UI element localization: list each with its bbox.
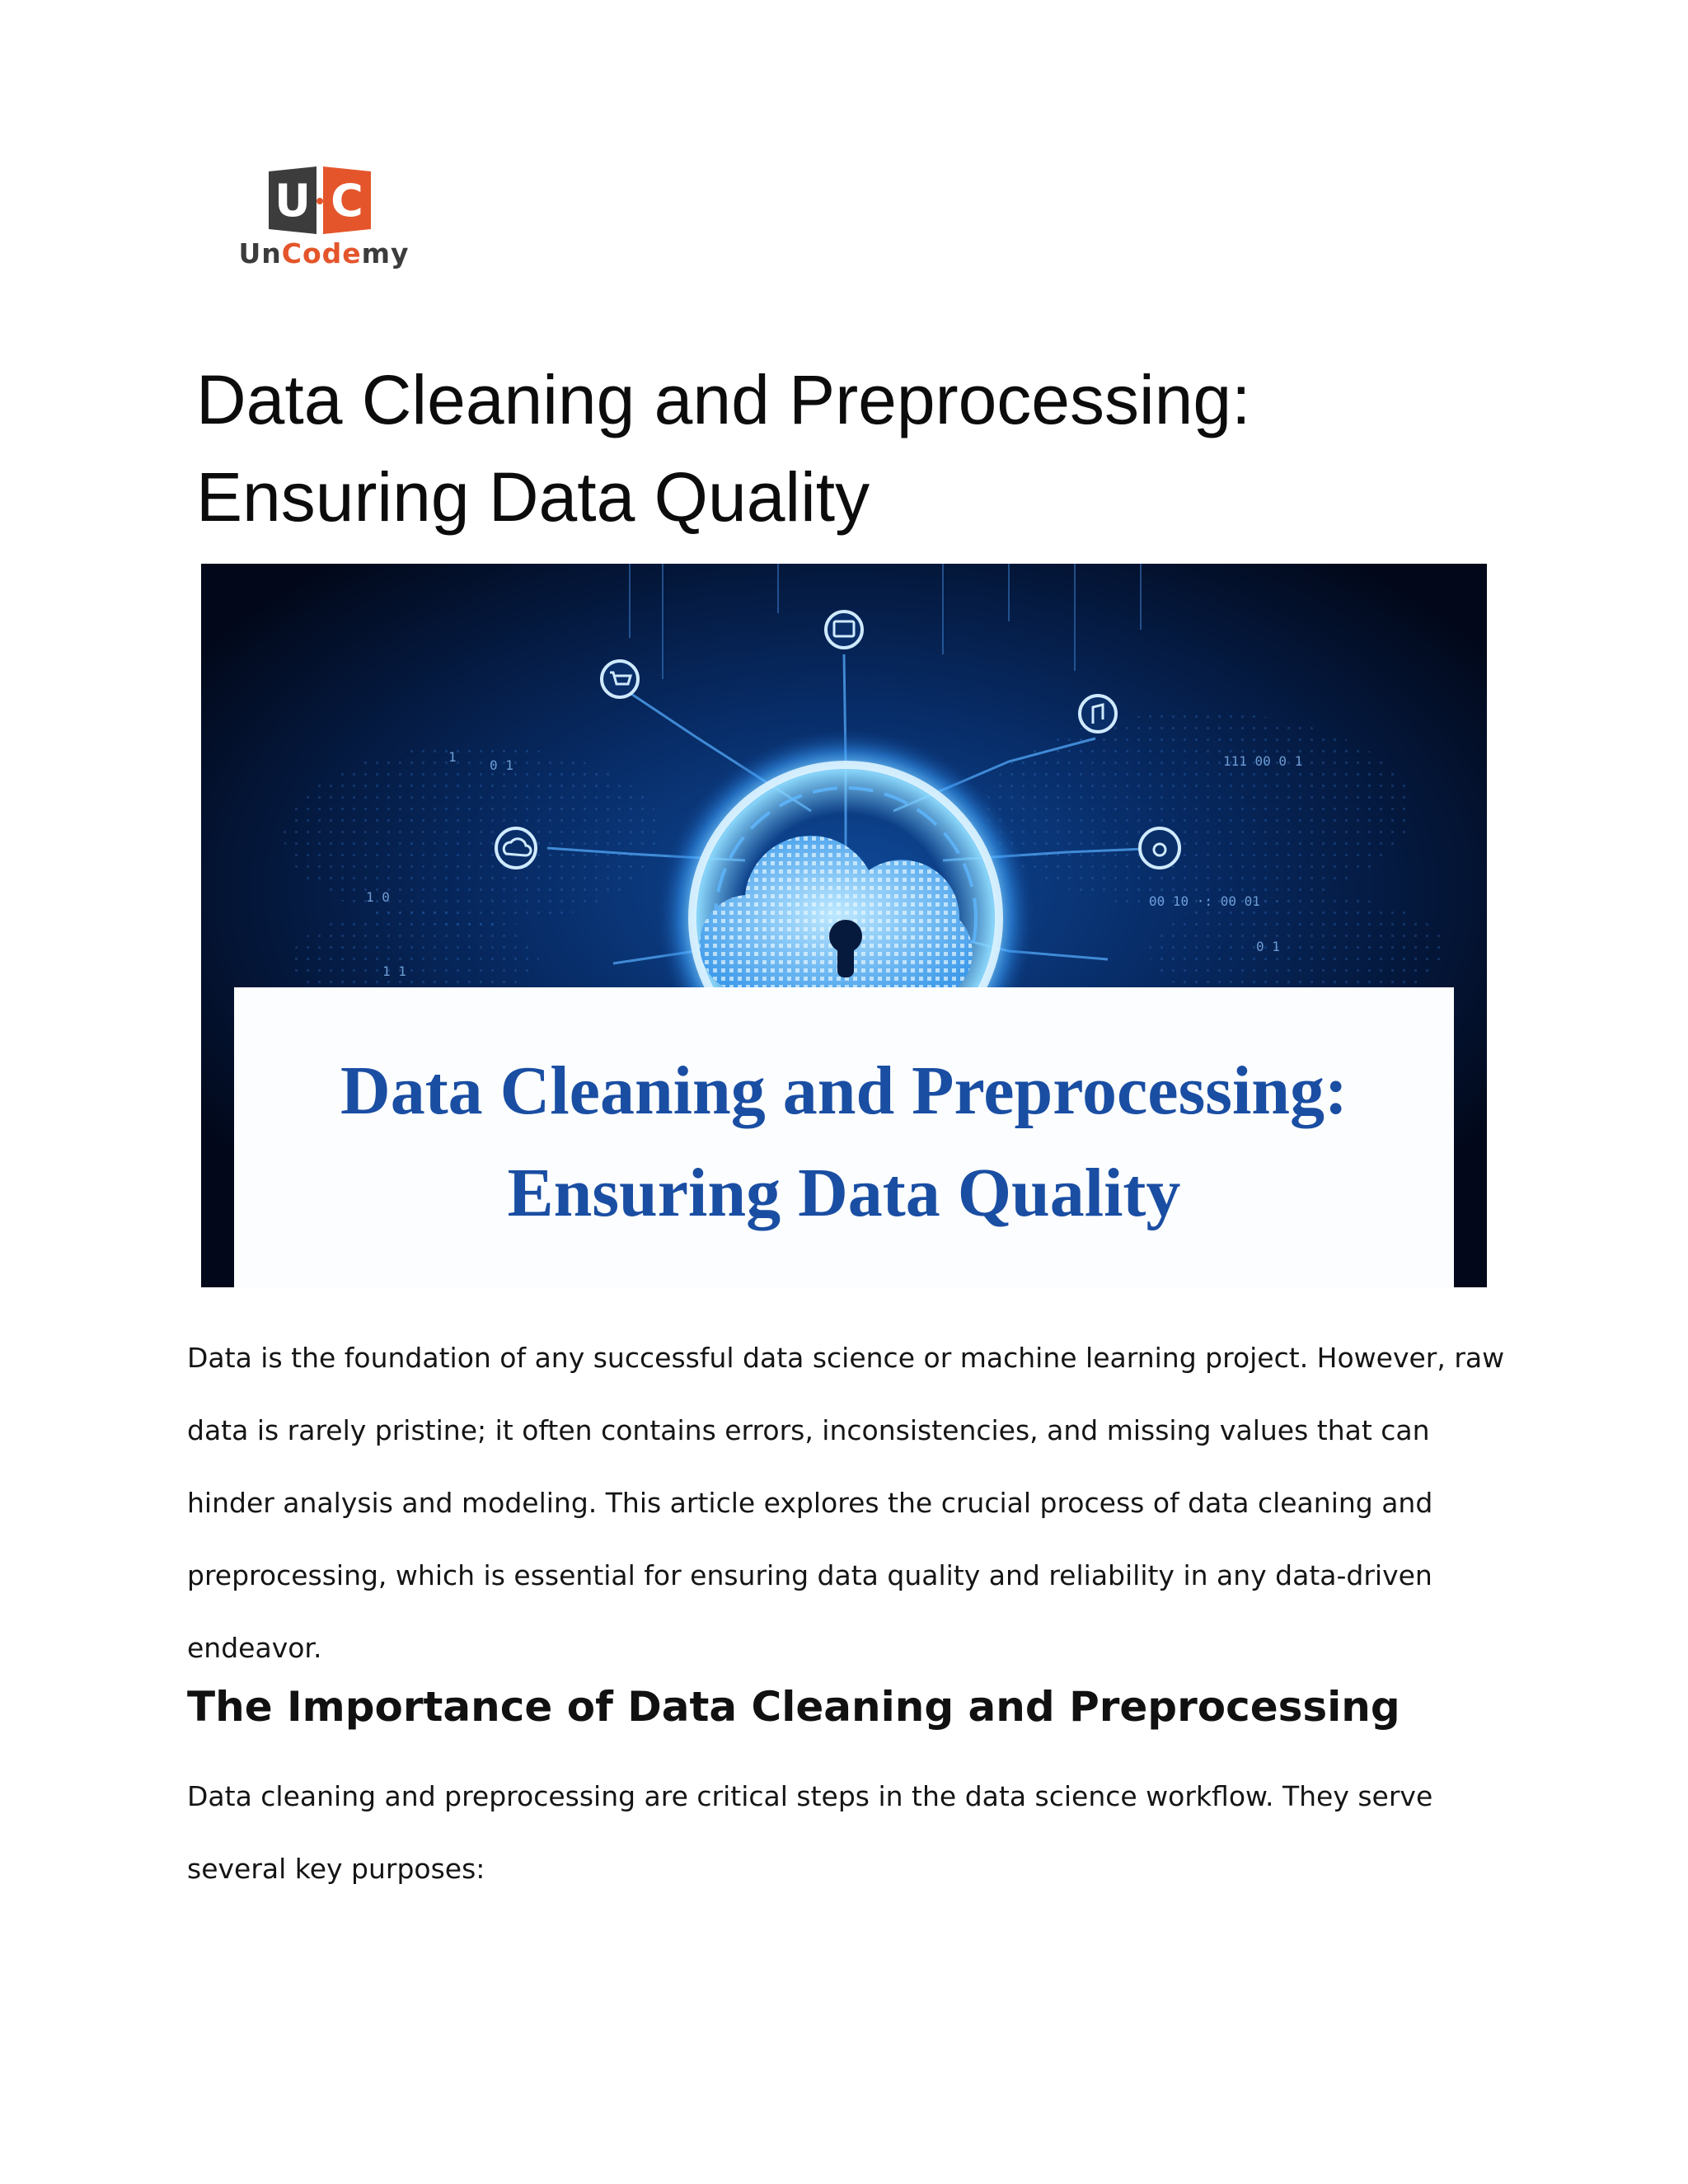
logo-mark [269, 166, 371, 234]
logo-wordmark [237, 237, 410, 269]
section-heading: The Importance of Data Cleaning and Preprocessing [187, 1683, 1400, 1731]
logo-word-code: Code [281, 237, 362, 269]
svg-text:0 1: 0 1 [490, 757, 513, 773]
uncodemy-logo [237, 166, 410, 282]
svg-text:1: 1 [448, 749, 457, 765]
svg-text:1 0: 1 0 [366, 889, 390, 905]
shopping-cart-icon [602, 661, 638, 697]
logo-mark-c: C [331, 175, 363, 227]
page-title [196, 351, 1515, 546]
banner-caption-line1: Data Cleaning and Preprocessing: [340, 1052, 1348, 1129]
folder-icon [826, 612, 862, 648]
camera-icon [1140, 828, 1179, 868]
svg-text:00 10 ·: 00 01: 00 10 ·: 00 01 [1149, 893, 1260, 909]
purpose-paragraph: Data cleaning and preprocessing are critical steps in the data science workflow. They serve several key purposes: [187, 1780, 1433, 1885]
banner-caption-box [234, 987, 1454, 1287]
svg-text:1 1: 1 1 [382, 963, 406, 979]
intro-paragraph: Data is the foundation of any successful data science or machine learning project. However, raw data is rarely pristine; it often contains errors, inconsistencies, and missing values that can hinder analysis and modeling. This article explores the crucial process of data cleaning and preprocessing, which is essential for ensuring data quality and reliability in any data-driven endeavor. [187, 1342, 1505, 1664]
page-title-line1: Data Cleaning and Preprocessing: [196, 361, 1251, 438]
logo-word-un: Un [238, 237, 282, 269]
music-note-icon [1080, 696, 1116, 732]
page-title-line2: Ensuring Data Quality [196, 458, 870, 536]
hero-banner-image [201, 564, 1487, 1287]
banner-caption [234, 1040, 1454, 1244]
logo-mark-u: U [274, 175, 311, 227]
svg-text:0 1: 0 1 [1256, 939, 1280, 954]
logo-word-my: my [361, 237, 410, 269]
banner-caption-line2: Ensuring Data Quality [507, 1155, 1181, 1231]
svg-text:111 00 0 1: 111 00 0 1 [1223, 753, 1303, 769]
